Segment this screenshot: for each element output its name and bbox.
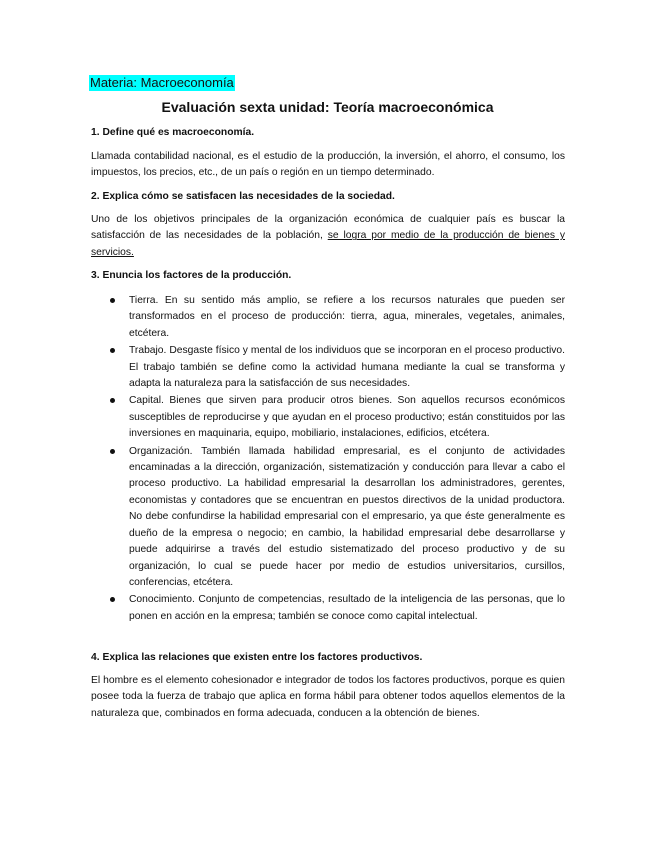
bullet-icon <box>110 298 115 303</box>
question-3: 3. Enuncia los factores de la producción. <box>91 270 292 281</box>
question-4: 4. Explica las relaciones que existen entre los factores productivos. <box>91 652 423 663</box>
answer-2-underlined: se logra por medio de la producción de bienes y servicios. <box>91 230 566 258</box>
answer-2 <box>91 212 565 261</box>
answer-4: El hombre es el elemento cohesionador e integrador de todos los factores productivos, porque es quien posee toda la fuerza de trabajo que aplica en forma hábil para obtener todos aquellos elementos de la naturaleza que, combinados en forma adecuada, conducen a la obtención de bienes. <box>91 675 565 719</box>
list-item-trabajo: Trabajo. Desgaste físico y mental de los individuos que se incorporan en el proceso productivo. El trabajo también se define como la actividad humana mediante la cual se transforma y adapta la naturaleza para la satisfacción de sus necesidades. <box>91 343 565 392</box>
subject-label: Materia: Macroeconomía <box>90 75 234 90</box>
question-2: 2. Explica cómo se satisfacen las necesidades de la sociedad. <box>91 191 395 202</box>
list-item-tierra: Tierra. En su sentido más amplio, se refiere a los recursos naturales que pueden ser transformados en el proceso de producción: tierra, agua, minerales, vegetales, animales, etcétera. <box>91 293 565 342</box>
list-item-capital: Capital. Bienes que sirven para producir otros bienes. Son aquellos recursos económicos susceptibles de reproducirse y que ayudan en el proceso productivo; están constituidos por las inversiones en maquinaria, equipo, mobiliario, instalaciones, edificios, etcétera. <box>91 393 565 442</box>
answer-1: Llamada contabilidad nacional, es el estudio de la producción, la inversión, el ahorro, el consumo, los impuestos, los precios, etc., de un país o región en un tiempo determinado. <box>91 151 565 179</box>
bullet-icon <box>110 348 115 353</box>
factors-list <box>91 293 565 626</box>
answer-2-text: Uno de los objetivos principales de la organización económica de cualquier país es buscar la satisfacción de las necesidades de la población, <box>91 214 565 242</box>
list-item-organizacion: Organización. También llamada habilidad empresarial, es el conjunto de actividades encaminadas a la dirección, organización, sistematización y conducción para llevar a cabo el proceso productivo. La habilidad empresarial la desarrollan los administradores, gerentes, economistas y contadores que se encuentran en puestos directivos de la unidad productora. No debe confundirse la habilidad empresarial con el empresario, ya que éste generalmente es dueño de la empresa o negocio; en cambio, la habilidad empresarial debe desarrollarse y puede adquirirse a través del estudio sistematizado del proceso productivo y de su organización, lo cual se puede hacer por medio de estudios universitarios, cursillos, conferencias, etcétera. <box>91 444 565 592</box>
list-item-conocimiento: Conocimiento. Conjunto de competencias, resultado de la inteligencia de las personas, que lo ponen en acción en la empresa; también se conoce como capital intelectual. <box>91 592 565 625</box>
question-1: 1. Define qué es macroeconomía. <box>91 127 255 138</box>
bullet-icon <box>110 398 115 403</box>
page-title: Evaluación sexta unidad: Teoría macroeconómica <box>161 99 494 115</box>
bullet-icon <box>110 449 115 454</box>
bullet-icon <box>110 597 115 602</box>
